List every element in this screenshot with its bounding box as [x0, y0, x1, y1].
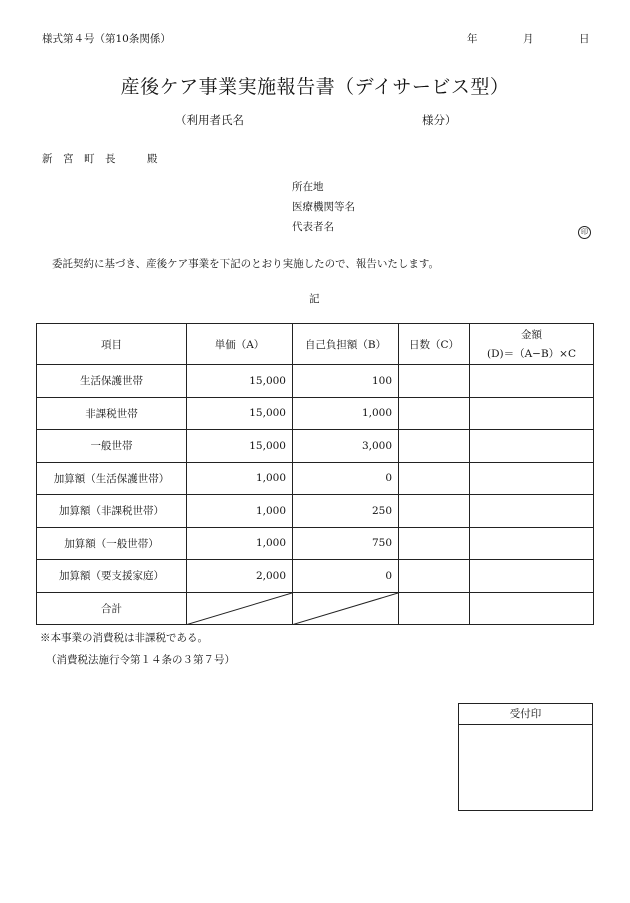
header-item: 項目 — [37, 324, 187, 365]
intro-text: 委託契約に基づき、産後ケア事業を下記のとおり実施したので、報告いたします。 — [52, 258, 440, 270]
header-self-pay: 自己負担額（B） — [293, 324, 399, 365]
row-item: 生活保護世帯 — [37, 365, 187, 398]
table-row — [37, 527, 594, 560]
row-self-pay: 0 — [293, 560, 399, 593]
seal-icon: 印 — [578, 226, 591, 239]
table-row — [37, 397, 594, 430]
address-label: 所在地 — [292, 181, 324, 193]
document-title: 産後ケア事業実施報告書（デイサービス型） — [120, 76, 510, 98]
receipt-stamp-box — [458, 703, 593, 811]
total-self-pay-crossed — [293, 592, 399, 625]
row-days[interactable] — [399, 495, 470, 528]
header-amount — [470, 324, 594, 365]
receipt-label: 受付印 — [459, 704, 592, 725]
ki-label: 記 — [309, 293, 320, 305]
row-amount[interactable] — [470, 430, 594, 463]
row-item: 加算額（要支援家庭） — [37, 560, 187, 593]
row-unit-price: 2,000 — [187, 560, 293, 593]
user-name-suffix: 様分） — [422, 113, 457, 127]
table-row — [37, 462, 594, 495]
row-days[interactable] — [399, 365, 470, 398]
row-amount[interactable] — [470, 397, 594, 430]
row-unit-price: 15,000 — [187, 397, 293, 430]
month-label: 月 — [523, 33, 534, 45]
diagonal-line — [187, 593, 292, 625]
row-days[interactable] — [399, 430, 470, 463]
header-unit-price: 単価（A） — [187, 324, 293, 365]
row-unit-price: 15,000 — [187, 430, 293, 463]
total-unit-price-crossed — [187, 592, 293, 625]
row-self-pay: 1,000 — [293, 397, 399, 430]
row-item: 加算額（非課税世帯） — [37, 495, 187, 528]
table-row — [37, 495, 594, 528]
row-item: 非課税世帯 — [37, 397, 187, 430]
user-name-label: （利用者氏名 — [175, 113, 244, 127]
seal-mark — [578, 219, 591, 239]
header-days: 日数（C） — [399, 324, 470, 365]
row-amount[interactable] — [470, 365, 594, 398]
row-self-pay: 3,000 — [293, 430, 399, 463]
row-amount[interactable] — [470, 462, 594, 495]
row-self-pay: 250 — [293, 495, 399, 528]
table-header-row — [37, 324, 594, 365]
table-row — [37, 430, 594, 463]
institution-label: 医療機関等名 — [292, 201, 355, 213]
row-days[interactable] — [399, 527, 470, 560]
day-label: 日 — [579, 33, 590, 45]
total-amount[interactable] — [470, 592, 594, 625]
row-self-pay: 100 — [293, 365, 399, 398]
header-amount-line2: (D)＝（A−B）×C — [486, 348, 577, 360]
row-item: 加算額（一般世帯） — [37, 527, 187, 560]
row-amount[interactable] — [470, 560, 594, 593]
note-tax: ※本事業の消費税は非課税である。 — [40, 632, 208, 644]
row-unit-price: 1,000 — [187, 495, 293, 528]
row-unit-price: 1,000 — [187, 527, 293, 560]
total-label: 合計 — [37, 592, 187, 625]
year-label: 年 — [467, 33, 478, 45]
total-row — [37, 592, 594, 625]
form-number: 様式第４号（第10条関係） — [42, 33, 171, 45]
header-amount-line1: 金額 — [521, 329, 542, 341]
table-row — [37, 365, 594, 398]
table-row — [37, 560, 594, 593]
row-item: 一般世帯 — [37, 430, 187, 463]
row-unit-price: 15,000 — [187, 365, 293, 398]
report-table — [36, 323, 594, 625]
row-days[interactable] — [399, 560, 470, 593]
row-self-pay: 0 — [293, 462, 399, 495]
representative-label: 代表者名 — [292, 221, 334, 233]
row-days[interactable] — [399, 462, 470, 495]
diagonal-line — [293, 593, 398, 625]
addressee: 新 宮 町 長 殿 — [42, 153, 158, 165]
row-amount[interactable] — [470, 527, 594, 560]
row-days[interactable] — [399, 397, 470, 430]
row-self-pay: 750 — [293, 527, 399, 560]
note-law: （消費税法施行令第１４条の３第７号） — [46, 654, 235, 666]
row-amount[interactable] — [470, 495, 594, 528]
row-item: 加算額（生活保護世帯） — [37, 462, 187, 495]
row-unit-price: 1,000 — [187, 462, 293, 495]
total-days[interactable] — [399, 592, 470, 625]
